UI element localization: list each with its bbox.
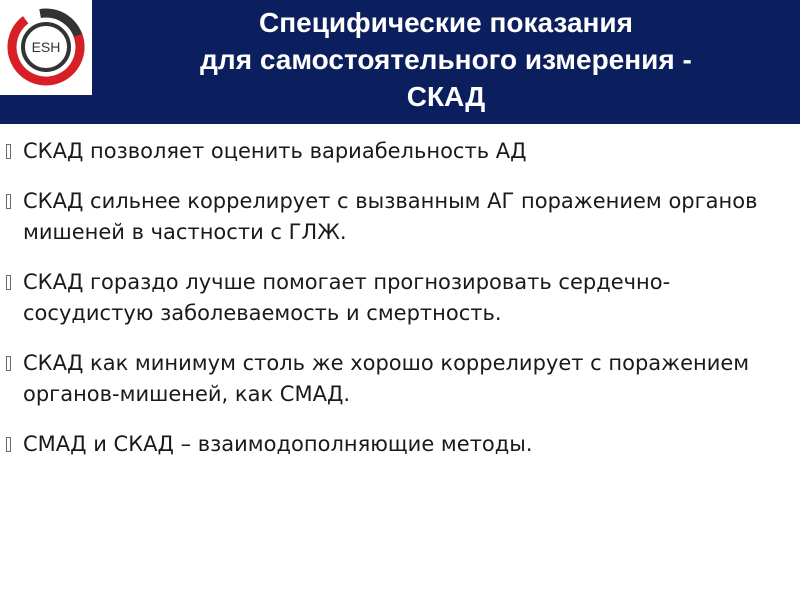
list-item bbox=[6, 186, 796, 248]
bullet-marker-icon bbox=[6, 437, 11, 452]
title-line-3: СКАД bbox=[406, 81, 486, 112]
bullet-marker-icon bbox=[6, 194, 11, 209]
bullet-marker-icon bbox=[6, 144, 11, 159]
logo-text: ESH bbox=[31, 39, 61, 55]
bullet-text: СКАД сильнее коррелирует с вызванным АГ поражением органов мишеней в частности с ГЛЖ. bbox=[23, 189, 758, 244]
list-item bbox=[6, 429, 796, 460]
bullet-marker-icon bbox=[6, 275, 11, 290]
esh-logo-icon bbox=[0, 0, 92, 95]
page-title bbox=[92, 4, 800, 115]
esh-logo bbox=[0, 0, 92, 95]
bullet-marker-icon bbox=[6, 356, 11, 371]
bullet-text: СКАД как минимум столь же хорошо коррелирует с поражением органов-мишеней, как СМАД. bbox=[23, 351, 750, 406]
bullet-text: СМАД и СКАД – взаимодополняющие методы. bbox=[23, 432, 533, 456]
bullet-text: СКАД гораздо лучше помогает прогнозировать сердечно-сосудистую заболеваемость и смертность. bbox=[23, 270, 671, 325]
list-item bbox=[6, 348, 796, 410]
title-line-2: для самостоятельного измерения - bbox=[200, 44, 692, 75]
bullet-text: СКАД позволяет оценить вариабельность АД bbox=[23, 139, 527, 163]
bullet-list bbox=[6, 136, 796, 479]
list-item bbox=[6, 267, 796, 329]
header-bar bbox=[0, 0, 800, 124]
list-item bbox=[6, 136, 796, 167]
title-line-1: Специфические показания bbox=[259, 7, 633, 38]
